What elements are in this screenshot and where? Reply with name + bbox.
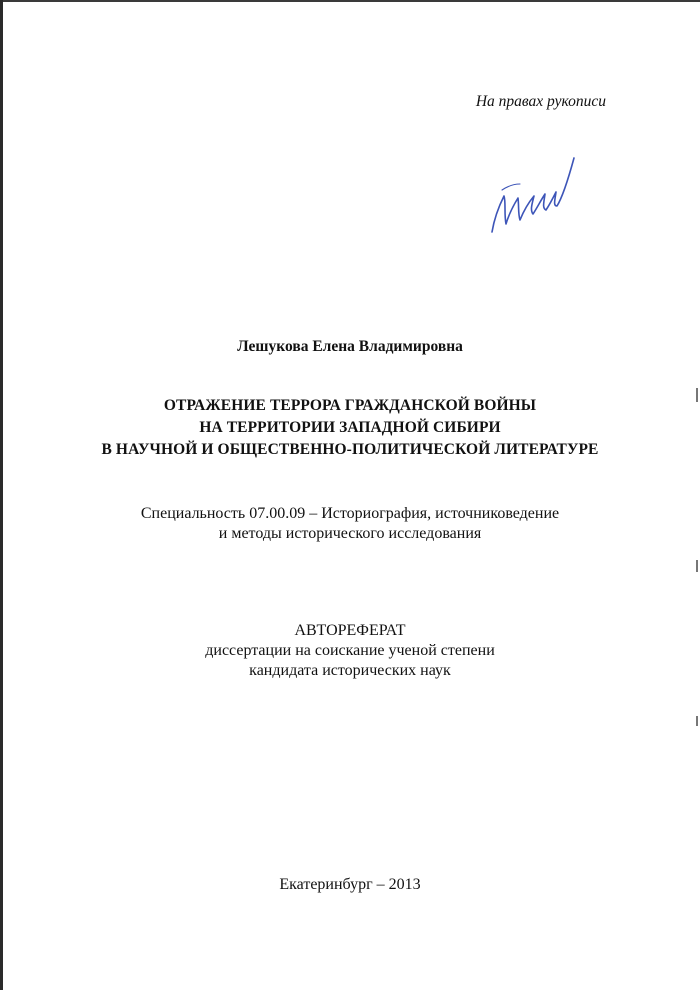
abstract-degree-line: диссертации на соискание ученой степени [205, 642, 495, 659]
dissertation-title-line-3: В НАУЧНОЙ И ОБЩЕСТВЕННО-ПОЛИТИЧЕСКОЙ ЛИТЕРАТУРЕ [101, 441, 599, 458]
city-and-year: Екатеринбург – 2013 [279, 876, 421, 893]
abstract-heading: АВТОРЕФЕРАТ [294, 622, 406, 639]
manuscript-rights-note: На правах рукописи [475, 93, 606, 110]
abstract-field-line: кандидата исторических наук [249, 662, 451, 679]
handwritten-signature [482, 150, 582, 240]
specialty-line-1: Специальность 07.00.09 – Историография, источниковедение [140, 505, 560, 522]
scan-edge-mark [696, 560, 698, 572]
dissertation-title-line-2: НА ТЕРРИТОРИИ ЗАПАДНОЙ СИБИРИ [199, 419, 501, 436]
author-name: Лешукова Елена Владимировна [237, 338, 463, 355]
scan-edge-mark [696, 716, 698, 726]
dissertation-title-line-1: ОТРАЖЕНИЕ ТЕРРОРА ГРАЖДАНСКОЙ ВОЙНЫ [163, 397, 537, 414]
specialty-line-2: и методы исторического исследования [218, 525, 482, 542]
scan-edge-left [0, 0, 3, 990]
scan-edge-top [0, 0, 700, 2]
